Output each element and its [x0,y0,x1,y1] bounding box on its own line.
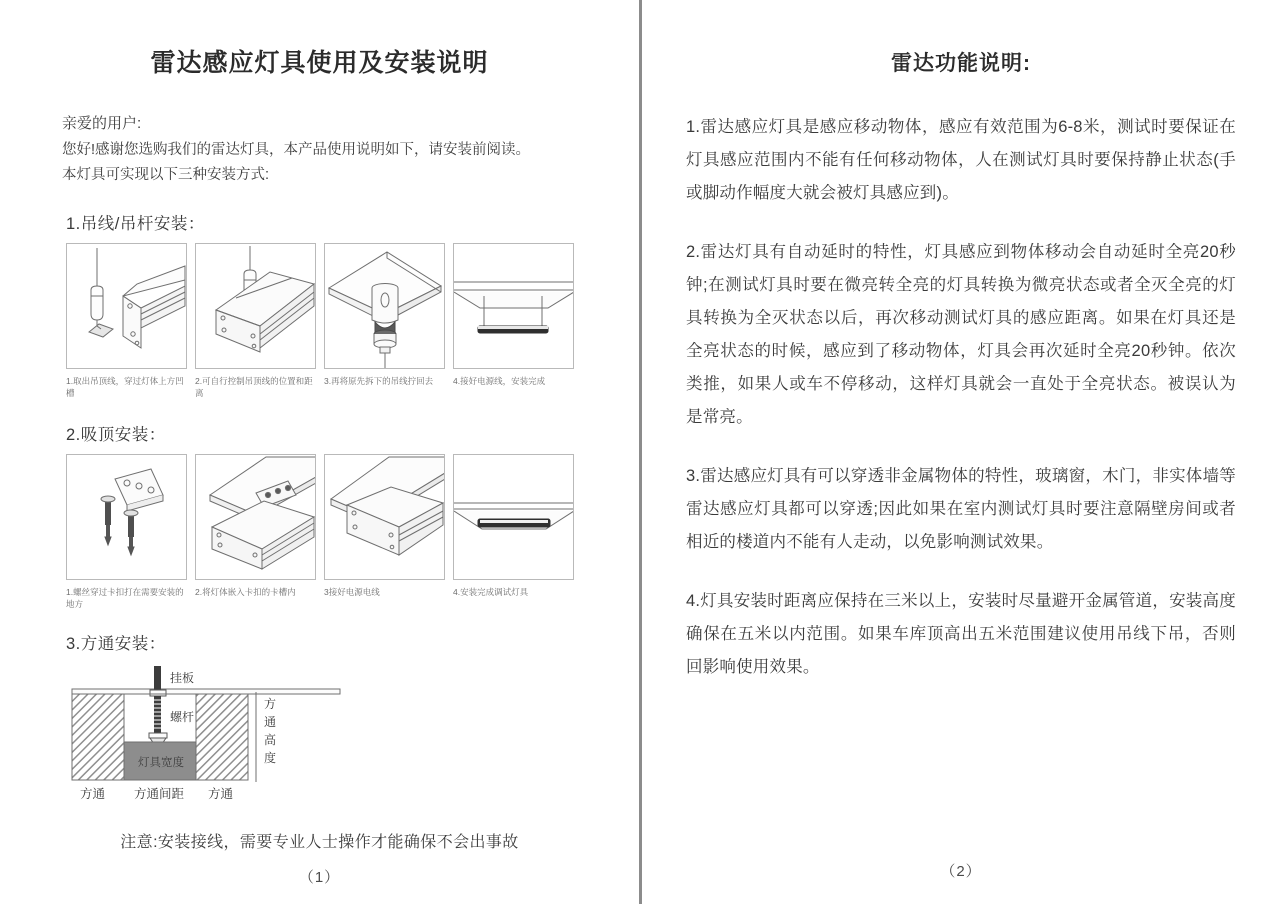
paragraph-1: 1.雷达感应灯具是感应移动物体，感应有效范围为6-8米，测试时要保证在灯具感应范围内不能有任何移动物体，人在测试灯具时要保持静止状态(手或脚动作幅度大就会被灯具感应到)。 [686,118,1236,202]
illustration-ceiling-step1 [66,454,187,580]
caption: 3接好电源电线 [324,587,380,597]
label-tube-height-3: 高 [264,733,277,747]
illustration-suspension-step4 [453,243,574,369]
label-tube-height-2: 通 [264,715,277,729]
caption: 3.再将原先拆下的吊线拧回去 [324,376,434,386]
caption: 1.取出吊顶线，穿过灯体上方凹槽 [66,376,184,398]
illustration-ceiling-step3 [324,454,445,580]
caption: 2.可自行控制吊顶线的位置和距离 [195,376,313,398]
section-1-captions [66,375,574,399]
paragraph-2: 2.雷达灯具有自动延时的特性，灯具感应到物体移动会自动延时全亮20秒钟;在测试灯具时要在微亮转全亮的灯具转换为微亮状态或者全灭全亮的灯具转换为全灭状态以后，再次移动测试灯具的感应距离。如果在灯具还是全亮状态的时候，感应到了移动物体，灯具会再次延时全亮20秒钟。依次类推，如果人或车不停移动，这样灯具就会一直处于全亮状态。被误认为是常亮。 [686,243,1236,426]
section-fangtong-install [66,630,576,654]
intro-line-2: 本灯具可实现以下三种安装方式: [62,167,270,183]
paragraph-4: 4.灯具安装时距离应保持在三米以上，安装时尽量避开金属管道，安装高度确保在五米以内范围。如果车库顶高出五米范围建议使用吊线下吊，否则回影响使用效果。 [686,592,1236,676]
intro-line-1: 您好!感谢您选购我们的雷达灯具，本产品使用说明如下，请安装前阅读。 [62,142,531,158]
label-tube-left: 方通 [80,787,106,801]
intro-salutation: 亲爱的用户: [62,115,142,132]
illustration-suspension-step2 [195,243,316,369]
section-suspension-install [66,210,576,399]
section-2-captions [66,586,574,610]
illustration-ceiling-step2 [195,454,316,580]
fangtong-diagram [66,664,639,809]
label-screw-rod: 螺杆 [170,710,195,724]
label-tube-right: 方通 [208,787,234,801]
page-title-right: 雷达功能说明: [891,52,1031,75]
intro-block [62,111,582,188]
page-number-left: （1） [298,869,341,886]
caption: 4.安装完成调试灯具 [453,587,529,597]
page-right [642,0,1280,904]
section-2-heading: 2.吸顶安装： [66,426,166,444]
caption: 2.将灯体嵌入卡扣的卡槽内 [195,587,296,597]
page-left [0,0,639,904]
section-2-panels [66,454,574,580]
page-number-right: （2） [940,863,982,880]
caption: 1.螺丝穿过卡扣打在需要安装的地方 [66,587,184,609]
section-3-heading: 3.方通安装： [66,635,166,653]
label-tube-height-1: 方 [264,697,277,711]
section-1-heading: 1.吊线/吊杆安装： [66,215,205,233]
illustration-suspension-step1 [66,243,187,369]
illustration-suspension-step3 [324,243,445,369]
caption: 4.接好电源线，安装完成 [453,376,546,386]
page-title-left: 雷达感应灯具使用及安装说明 [150,49,489,77]
section-1-panels [66,243,574,369]
paragraph-3: 3.雷达感应灯具有可以穿透非金属物体的特性，玻璃窗，木门，非实体墙等雷达感应灯具都可以穿透;因此如果在室内测试灯具时要注意隔壁房间或者相近的楼道内不能有人走动，以免影响测试效果。 [686,467,1236,551]
label-lamp-width: 灯具宽度 [138,757,184,769]
section-ceiling-install [66,421,576,610]
safety-note: 注意:安装接线，需要专业人士操作才能确保不会出事故 [120,834,519,851]
label-hanger-plate: 挂板 [170,671,195,685]
radar-function-body [686,111,1236,684]
illustration-ceiling-step4 [453,454,574,580]
label-tube-gap: 方通间距 [134,787,185,801]
label-tube-height-4: 度 [264,751,277,765]
